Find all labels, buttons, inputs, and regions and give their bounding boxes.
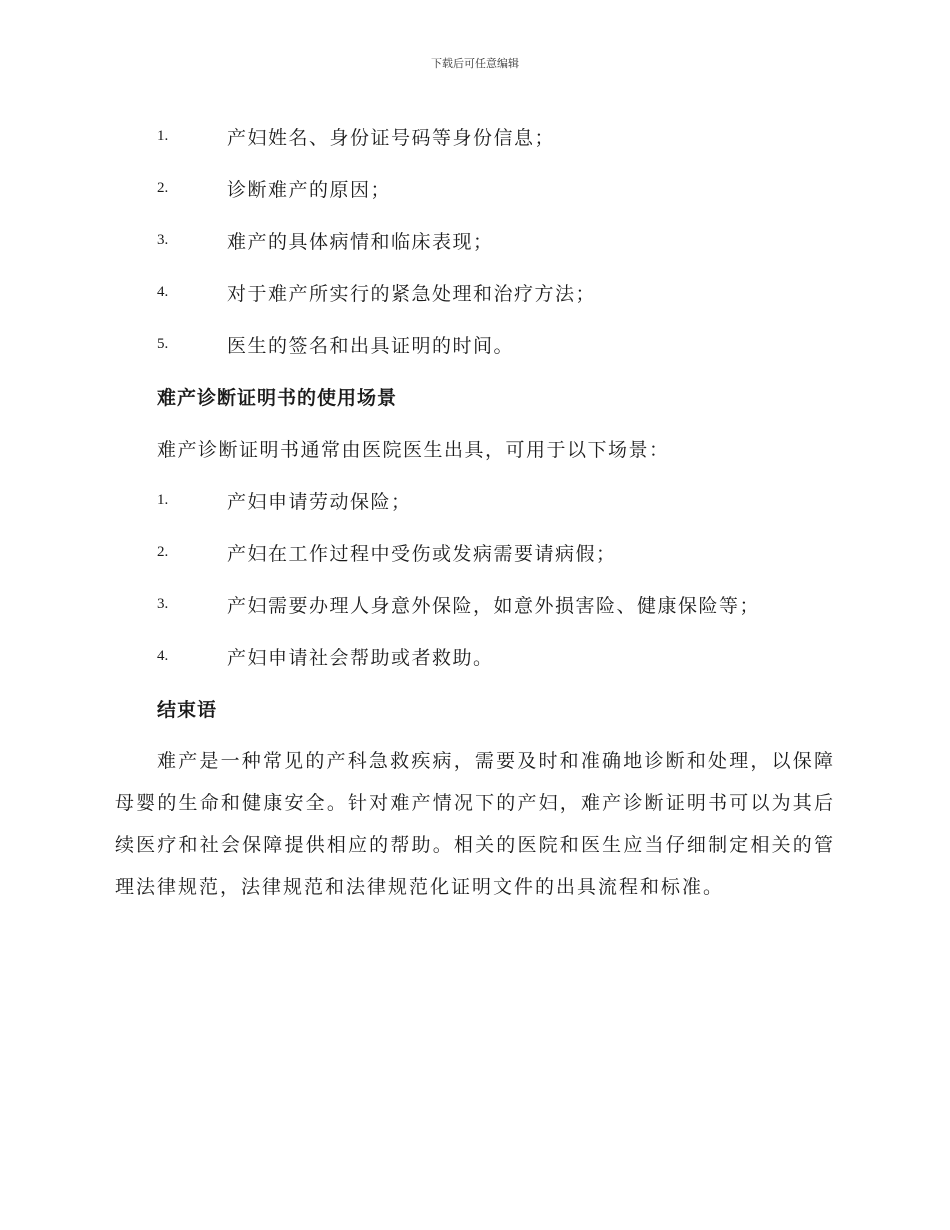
section-heading-conclusion: 结束语 — [157, 698, 218, 721]
list-item — [115, 578, 835, 630]
conclusion-paragraph: 难产是一种常见的产科急救疾病，需要及时和准确地诊断和处理，以保障母婴的生命和健康安全。针对难产情况下的产妇，难产诊断证明书可以为其后续医疗和社会保障提供相应的帮助。相关的医院和医生应当仔细制定相关的管理法律规范，法律规范和法律规范化证明文件的出具流程和标准。 — [115, 750, 835, 898]
list-text: 产妇姓名、身份证号码等身份信息； — [227, 126, 556, 149]
list-item — [115, 214, 835, 266]
list-text: 医生的签名和出具证明的时间。 — [227, 334, 515, 357]
section-heading-usage: 难产诊断证明书的使用场景 — [157, 386, 398, 409]
list-number: 5. — [157, 335, 169, 352]
list-item — [115, 266, 835, 318]
list-text: 难产的具体病情和临床表现； — [227, 230, 494, 253]
list-number: 3. — [157, 231, 169, 248]
list-text: 产妇申请劳动保险； — [227, 490, 412, 513]
list-item — [115, 318, 835, 370]
list-text: 诊断难产的原因； — [227, 178, 392, 201]
list-item — [115, 162, 835, 214]
list-number: 1. — [157, 491, 169, 508]
list-number: 4. — [157, 283, 169, 300]
list-number: 4. — [157, 647, 169, 664]
list-text: 产妇需要办理人身意外保险，如意外损害险、健康保险等； — [227, 594, 761, 617]
section-intro: 难产诊断证明书通常由医院医生出具，可用于以下场景： — [157, 438, 670, 461]
list-number: 2. — [157, 543, 169, 560]
list-text: 产妇在工作过程中受伤或发病需要请病假； — [227, 542, 617, 565]
list-item — [115, 630, 835, 682]
document-body — [115, 110, 835, 927]
list-item — [115, 110, 835, 162]
list-number: 3. — [157, 595, 169, 612]
page-header: 下载后可任意编辑 — [431, 57, 519, 70]
list-number: 2. — [157, 179, 169, 196]
list-text: 对于难产所实行的紧急处理和治疗方法； — [227, 282, 597, 305]
list-number: 1. — [157, 127, 169, 144]
list-item — [115, 474, 835, 526]
list-text: 产妇申请社会帮助或者救助。 — [227, 646, 494, 669]
list-item — [115, 526, 835, 578]
